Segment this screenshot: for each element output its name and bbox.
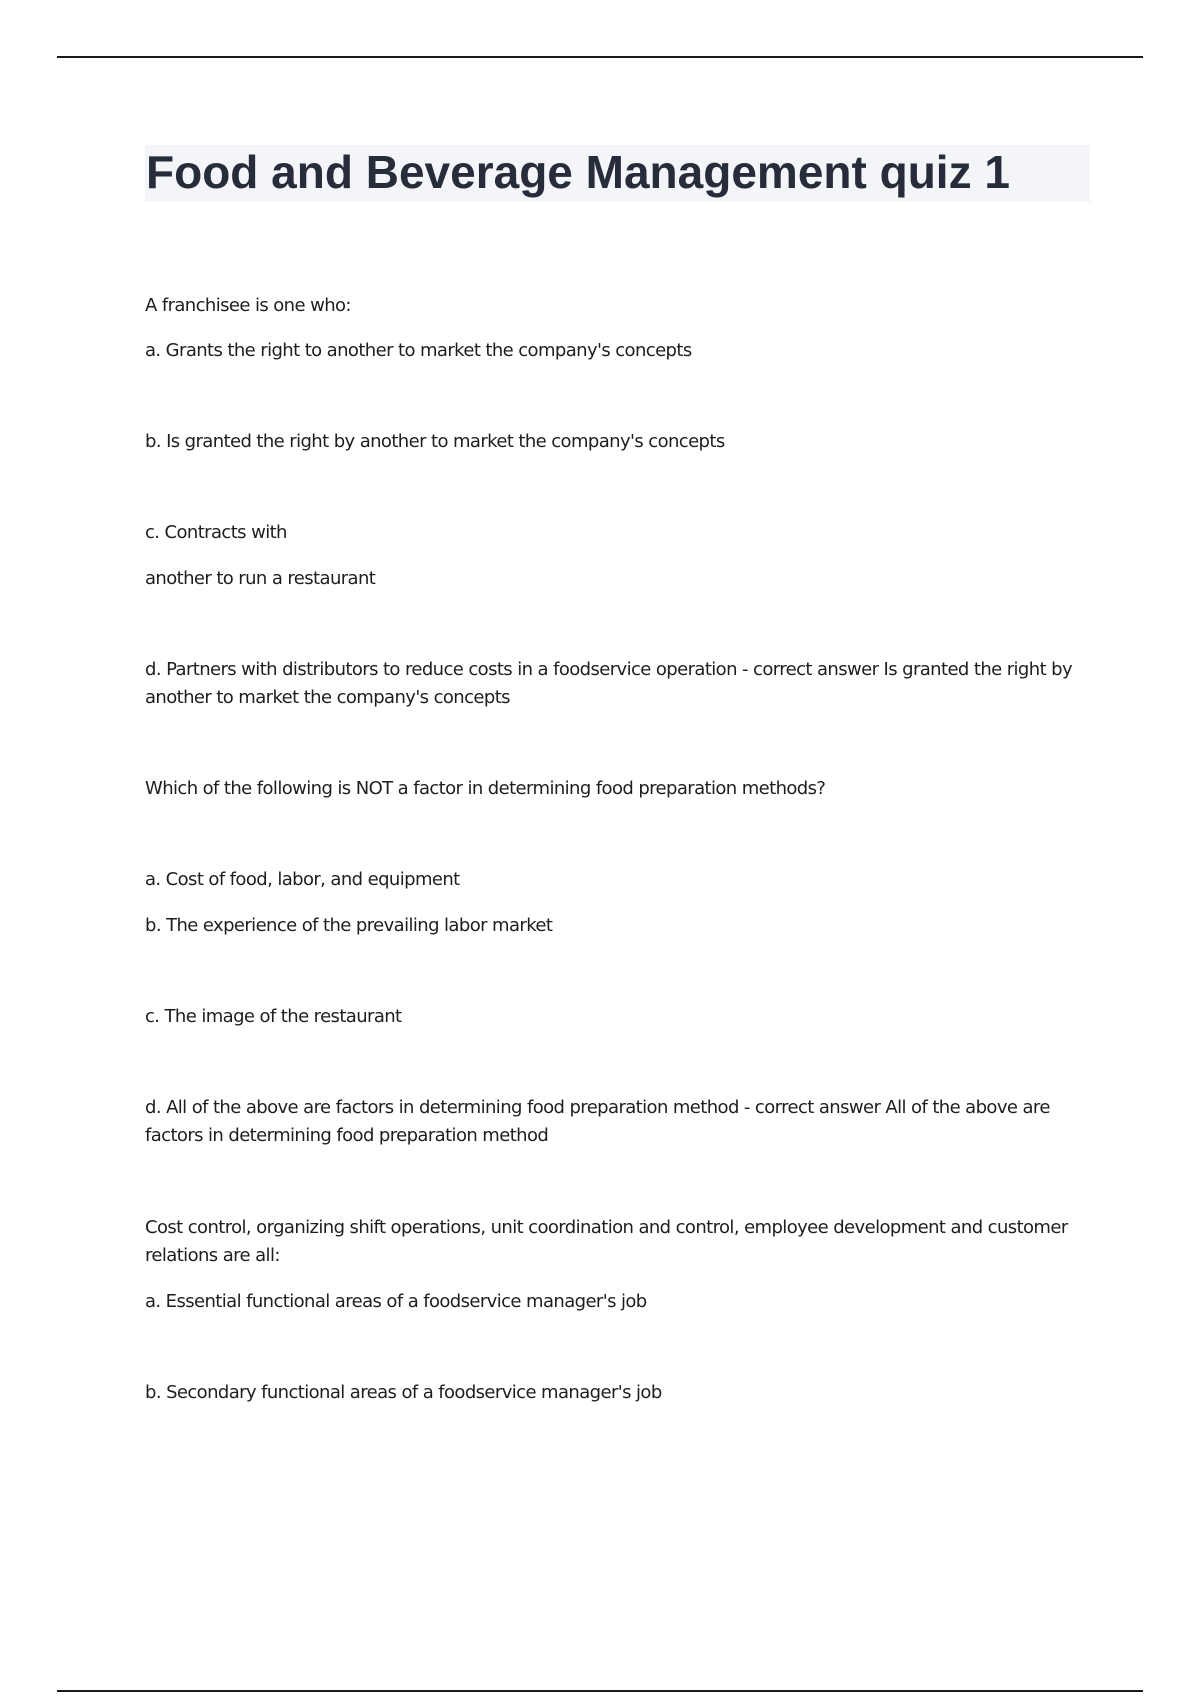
top-rule [57, 56, 1143, 58]
question-1-option-d: d. Partners with distributors to reduce costs in a foodservice operation - correct answer Is granted the right by another to market the company's concepts [145, 659, 1073, 708]
question-3-option-a: a. Essential functional areas of a foodservice manager's job [145, 1291, 647, 1312]
question-2-prompt: Which of the following is NOT a factor in determining food preparation methods? [145, 778, 826, 799]
question-2-option-c: c. The image of the restaurant [145, 1006, 402, 1027]
page-title: Food and Beverage Management quiz 1 [146, 146, 1010, 198]
question-1-option-c: c. Contracts with [145, 522, 287, 543]
question-1-option-b: b. Is granted the right by another to market the company's concepts [145, 431, 725, 452]
question-2-option-a: a. Cost of food, labor, and equipment [145, 869, 460, 890]
question-1-option-c-continued: another to run a restaurant [145, 568, 376, 589]
question-2-option-d: d. All of the above are factors in determining food preparation method - correct answer All of the above are factors in determining food preparation method [145, 1097, 1050, 1146]
question-2-option-b: b. The experience of the prevailing labor market [145, 915, 553, 936]
question-1-prompt: A franchisee is one who: [145, 295, 351, 316]
question-1-option-a: a. Grants the right to another to market the company's concepts [145, 340, 692, 361]
question-3-prompt: Cost control, organizing shift operations, unit coordination and control, employee development and customer relations are all: [145, 1217, 1068, 1266]
bottom-rule [57, 1690, 1143, 1692]
question-3-option-b: b. Secondary functional areas of a foodservice manager's job [145, 1382, 662, 1403]
